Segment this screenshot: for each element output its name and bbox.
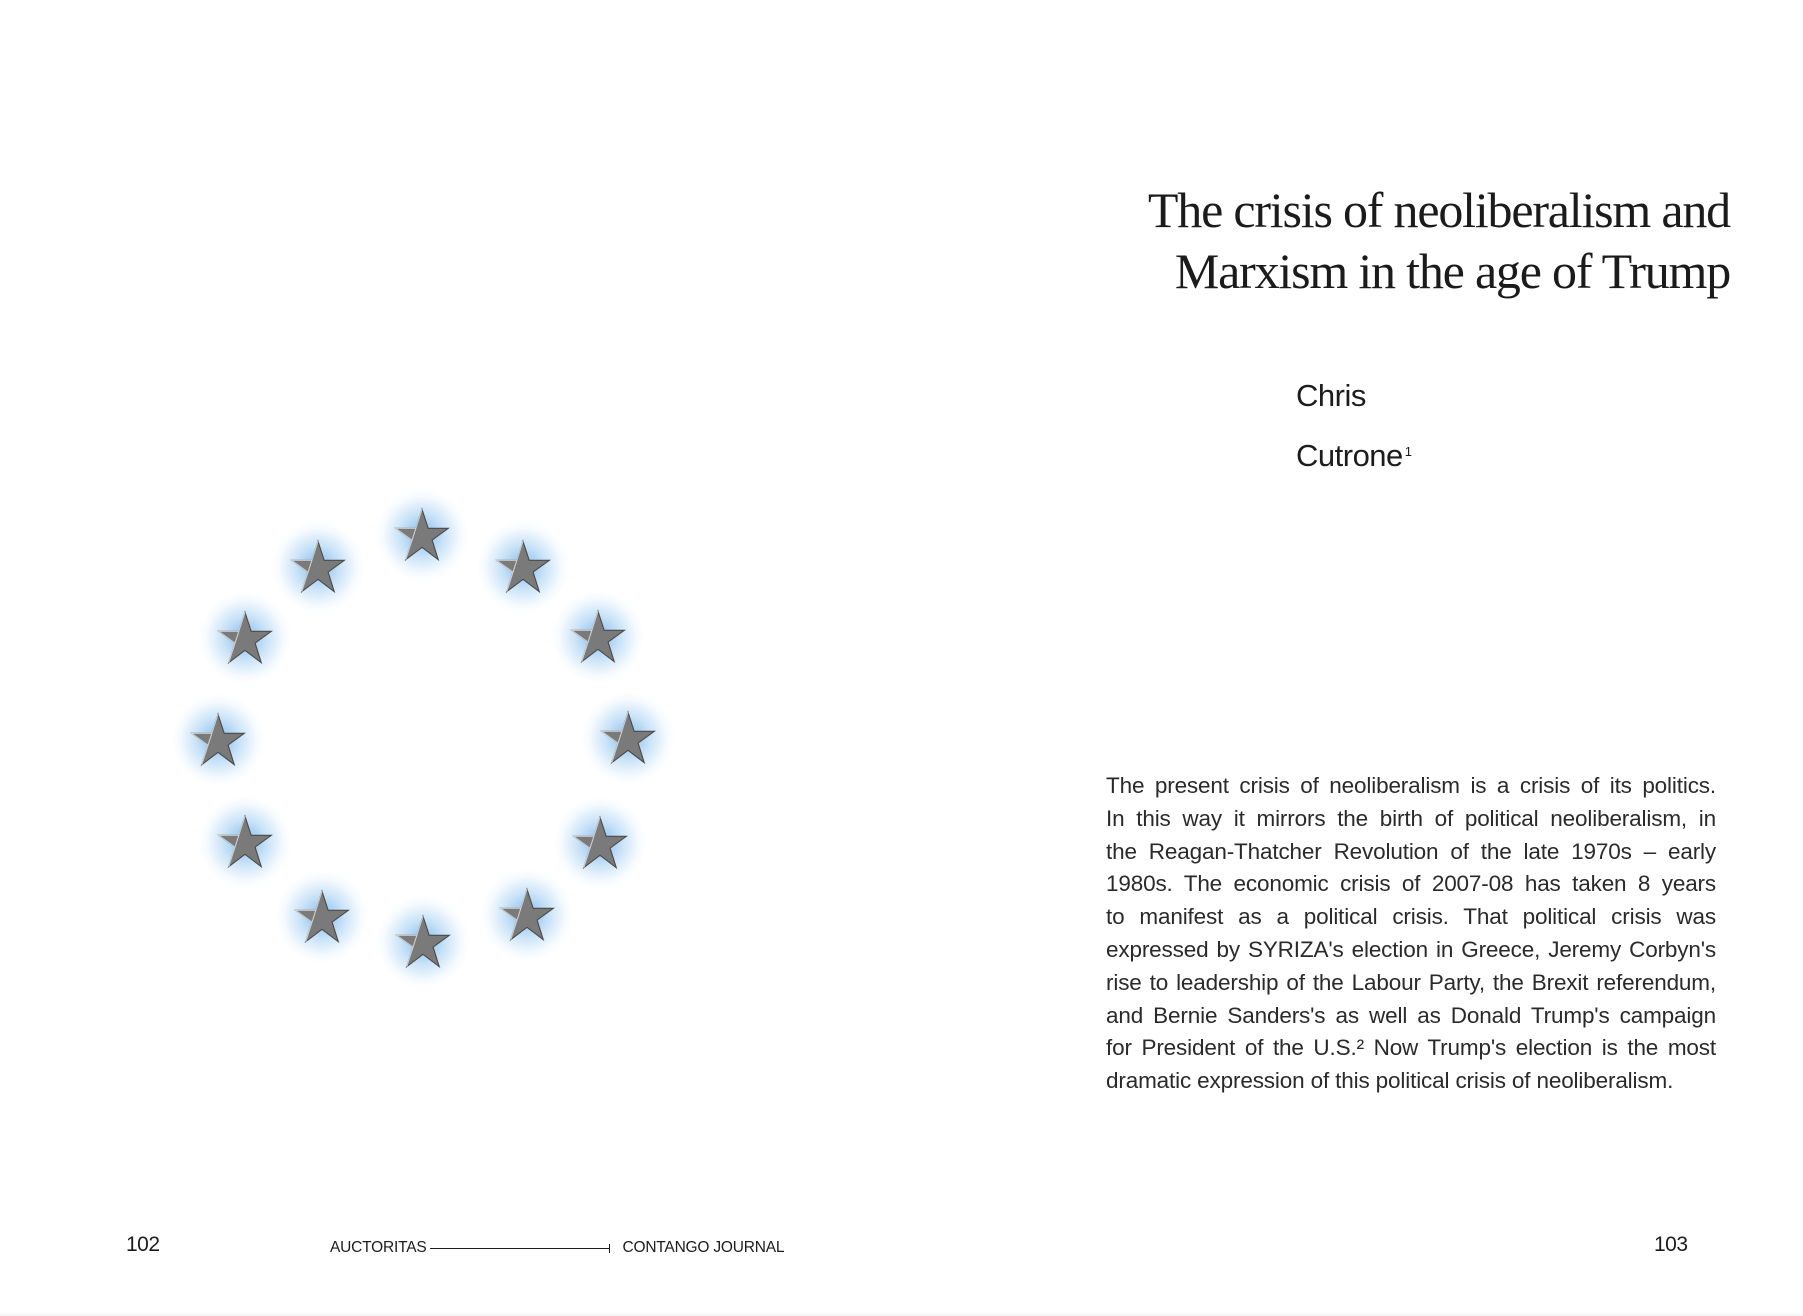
author-byline (1296, 366, 1412, 486)
star-icon (499, 887, 555, 943)
author-last-name-wrap (1296, 426, 1412, 486)
star-icon (294, 889, 350, 945)
star-icon (217, 610, 273, 666)
star-icon (217, 814, 273, 870)
abstract-line: The present crisis of neoliberalism is a crisis of its politics. (1106, 773, 1716, 798)
abstract-line: In this way it mirrors the birth of political neoliberalism, in (1106, 805, 1716, 831)
page-number-right: 103 (1654, 1233, 1688, 1256)
section-label: AUCTORITAS (330, 1239, 427, 1256)
abstract-line: for President of the U.S.² Now Trump's election is the most (1106, 1035, 1716, 1061)
star-icon (570, 609, 626, 665)
star-icon (600, 710, 656, 766)
title-line: The crisis of neoliberalism and (1147, 182, 1730, 238)
star-icon (190, 712, 246, 768)
page-edge (0, 1312, 1803, 1316)
page-number-left: 102 (126, 1233, 160, 1256)
article-title (1100, 180, 1730, 302)
abstract-line: and Bernie Sanders's as well as Donald Trump's campaign (1106, 1002, 1716, 1028)
footer-rule (430, 1248, 610, 1249)
abstract-paragraph (1106, 770, 1716, 1098)
star-icon (290, 539, 346, 595)
title-line: Marxism in the age of Trump (1174, 243, 1730, 299)
abstract-line: 1980s. The economic crisis of 2007-08 has taken 8 years (1106, 871, 1716, 897)
star-icon (495, 539, 551, 595)
running-footer (330, 1236, 784, 1260)
journal-label: CONTANGO JOURNAL (622, 1239, 785, 1256)
star-icon (394, 507, 450, 563)
author-last-name: Cutrone (1296, 438, 1403, 473)
abstract-line: the Reagan-Thatcher Revolution of the late 1970s – early (1106, 838, 1716, 864)
abstract-line: expressed by SYRIZA's election in Greece, Jeremy Corbyn's (1106, 936, 1716, 962)
author-first-name: Chris (1296, 378, 1366, 413)
abstract-line: rise to leadership of the Labour Party, the Brexit referendum, (1106, 969, 1716, 995)
abstract-line: dramatic expression of this political crisis of neoliberalism. (1106, 1068, 1674, 1094)
star-icon (395, 914, 451, 970)
footnote-marker[interactable]: 1 (1404, 444, 1412, 459)
star-icon (572, 815, 628, 871)
abstract-line: to manifest as a political crisis. That political crisis was (1106, 904, 1716, 930)
eu-stars-illustration (170, 490, 690, 990)
